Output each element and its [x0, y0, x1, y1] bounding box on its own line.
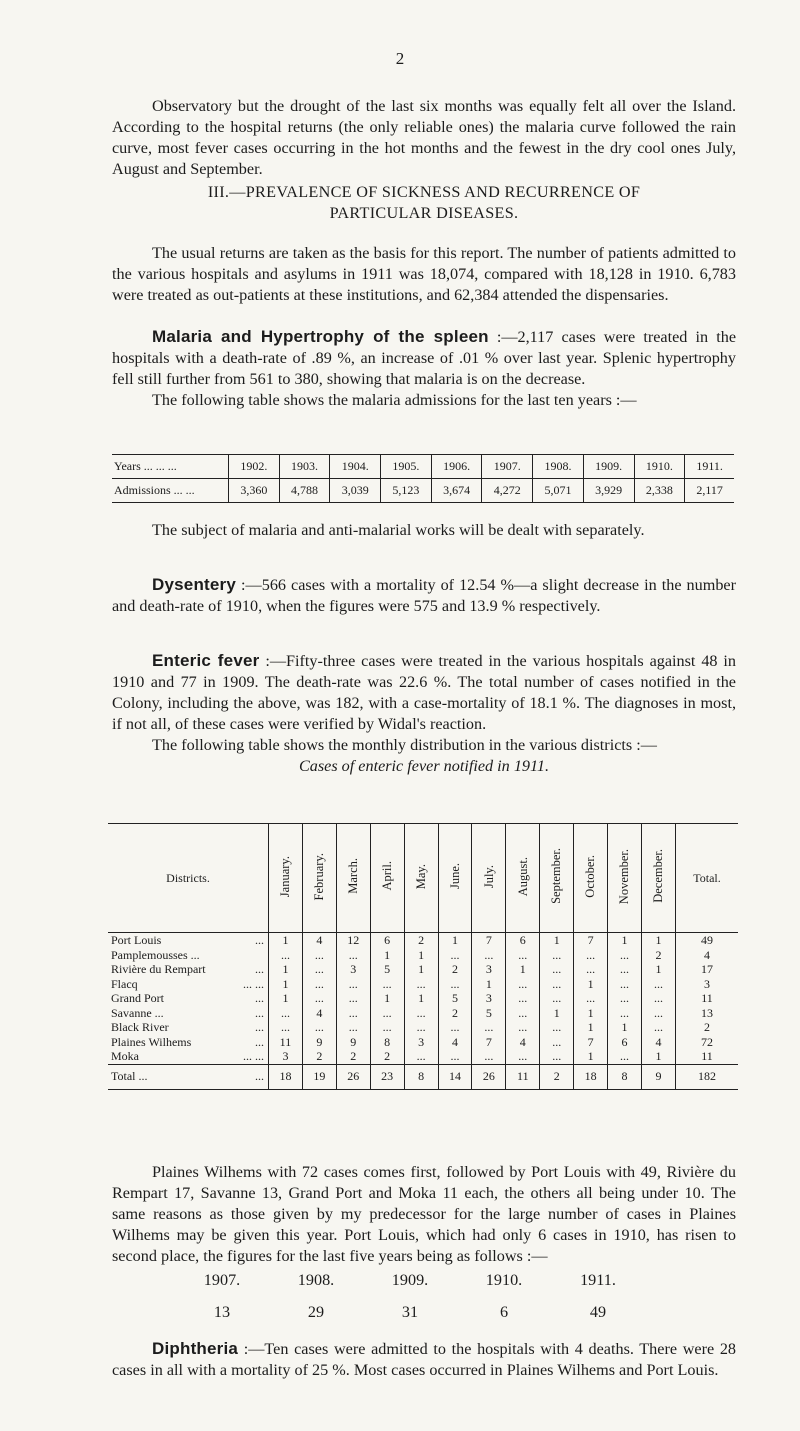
- month-cell: ...: [302, 991, 336, 1006]
- month-cell: 1: [506, 962, 540, 977]
- month-cell: ...: [540, 1020, 574, 1035]
- district-dots: ... ...: [243, 1049, 264, 1063]
- month-cell: 7: [472, 933, 506, 948]
- enteric-after-paragraph: Plaines Wilhems with 72 cases comes first, followed by Port Louis with 49, Rivière du Rempart 17, Savanne 13, Grand Port and Moka 11 each, the others all being under 10. The same reasons as those given by my predecessor for the large number of cases in Plaines Wilhems may be given this year. Port Louis, which had only 6 cases in 1910, has risen to second place, the figures for the last five years being as follows :—: [112, 1163, 736, 1265]
- month-cell: 3: [336, 962, 370, 977]
- district-total-cell: 72: [676, 1035, 739, 1050]
- enteric-district-row: [108, 977, 738, 992]
- district-name: Rivière du Rempart: [111, 962, 206, 976]
- month-header: April.: [370, 824, 404, 933]
- district-name: Plaines Wilhems: [111, 1034, 192, 1049]
- month-cell: 1: [574, 1006, 608, 1021]
- month-cell: ...: [302, 962, 336, 977]
- month-cell: ...: [302, 948, 336, 963]
- month-cell: 7: [574, 1035, 608, 1050]
- grand-total-cell: 182: [676, 1064, 739, 1089]
- month-cell: 5: [438, 991, 472, 1006]
- year-cell: 1902.: [229, 455, 280, 479]
- district-name: Savanne ...: [111, 1005, 164, 1020]
- month-cell: ...: [574, 991, 608, 1006]
- five-years-row: [200, 1270, 620, 1291]
- diphtheria-text: :—Ten cases were admitted to the hospitals with 4 deaths. There were 28 cases in all with a mortality of 25 %. Most cases occurred in Plaines Wilhems and Port Louis.: [112, 1340, 737, 1379]
- month-cell: ...: [641, 991, 675, 1006]
- month-header: October.: [574, 824, 608, 933]
- year-cell: 1904.: [330, 455, 381, 479]
- total-cell: 18: [269, 1064, 303, 1089]
- month-header: June.: [438, 824, 472, 933]
- admissions-cell: 4,272: [482, 479, 533, 503]
- district-name: Port Louis: [111, 933, 162, 947]
- malaria-admissions-table: [112, 454, 734, 503]
- five-year-counts-row: [200, 1302, 620, 1323]
- month-cell: ...: [370, 1020, 404, 1035]
- district-total-cell: 17: [676, 962, 739, 977]
- month-cell: 4: [506, 1035, 540, 1050]
- month-cell: 1: [540, 933, 574, 948]
- section-heading: [112, 182, 736, 224]
- month-cell: ...: [336, 991, 370, 1006]
- enteric-text: :—Fifty-three cases were treated in the various hospitals against 48 in 1910 and 77 in 1909. The death-rate was 22.6 %. The total number of cases notified in the Colony, including the above, was 182, with a case-mortality of 18.1 %. The diagnoses in most, if not all, of these cases were verified by Widal's reaction.: [112, 652, 736, 733]
- district-name: Black River: [111, 1020, 169, 1034]
- month-cell: 5: [370, 962, 404, 977]
- month-cell: ...: [438, 1020, 472, 1035]
- total-cell: 11: [506, 1064, 540, 1089]
- month-cell: ...: [608, 1006, 642, 1021]
- month-cell: 3: [472, 991, 506, 1006]
- month-cell: 9: [336, 1035, 370, 1050]
- enteric-header-row: [108, 824, 738, 933]
- month-header: August.: [506, 824, 540, 933]
- month-cell: 6: [608, 1035, 642, 1050]
- district-total-cell: 3: [676, 977, 739, 992]
- district-dots: ...: [255, 991, 264, 1005]
- total-cell: 18: [574, 1064, 608, 1089]
- month-cell: ...: [506, 948, 540, 963]
- month-cell: ...: [608, 948, 642, 963]
- month-cell: 2: [641, 948, 675, 963]
- enteric-title: Enteric fever: [152, 651, 260, 670]
- total-cell: 8: [404, 1064, 438, 1089]
- year-cell: 1908.: [533, 455, 584, 479]
- years-label: Years ... ... ...: [112, 455, 229, 479]
- month-cell: 1: [269, 933, 303, 948]
- month-cell: ...: [540, 1049, 574, 1064]
- admissions-cell: 2,338: [634, 479, 685, 503]
- years-row: [112, 455, 734, 479]
- month-cell: ...: [404, 977, 438, 992]
- malaria-table-intro: The following table shows the malaria admissions for the last ten years :—: [152, 391, 637, 409]
- admissions-cell: 3,039: [330, 479, 381, 503]
- district-name: Moka: [111, 1049, 139, 1063]
- month-cell: 1: [608, 933, 642, 948]
- month-cell: ...: [302, 977, 336, 992]
- dysentery-text: :—566 cases with a mortality of 12.54 %—a slight decrease in the number and death-rate of 1910, when the figures were 575 and 13.9 % respectively.: [112, 576, 736, 615]
- month-header: July.: [472, 824, 506, 933]
- section-heading-line1: III.—PREVALENCE OF SICKNESS AND RECURRENCE OF: [207, 183, 641, 201]
- month-cell: ...: [540, 977, 574, 992]
- month-cell: ...: [336, 948, 370, 963]
- enteric-fever-table: [108, 823, 738, 1090]
- month-cell: 1: [540, 1006, 574, 1021]
- district-name: Flacq: [111, 976, 138, 991]
- month-header: September.: [540, 824, 574, 933]
- intro-paragraph: Observatory but the drought of the last six months was equally felt all over the Island. According to the hospital returns (the only reliable ones) the malaria curve followed the rain curve, most fever cases occurring in the hot months and the fewest in the dry cool ones July, August and September.: [112, 97, 736, 178]
- month-cell: 1: [269, 977, 303, 992]
- month-cell: ...: [574, 948, 608, 963]
- month-cell: ...: [438, 948, 472, 963]
- month-cell: ...: [506, 1006, 540, 1021]
- admissions-cell: 3,360: [229, 479, 280, 503]
- malaria-paragraph: [112, 326, 736, 411]
- month-cell: 3: [269, 1049, 303, 1064]
- total-cell: 19: [302, 1064, 336, 1089]
- month-cell: 6: [506, 933, 540, 948]
- month-cell: ...: [404, 1049, 438, 1064]
- enteric-total-row: [108, 1064, 738, 1089]
- month-cell: ...: [404, 1020, 438, 1035]
- month-cell: 1: [404, 962, 438, 977]
- month-cell: ...: [540, 948, 574, 963]
- month-header: February.: [302, 824, 336, 933]
- month-cell: 7: [472, 1035, 506, 1050]
- month-header: November.: [608, 824, 642, 933]
- month-cell: 7: [574, 933, 608, 948]
- month-cell: ...: [608, 962, 642, 977]
- month-cell: ...: [608, 991, 642, 1006]
- diphtheria-title: Diphtheria: [152, 1339, 239, 1358]
- month-cell: 1: [269, 962, 303, 977]
- month-cell: 1: [472, 977, 506, 992]
- month-cell: 11: [269, 1035, 303, 1050]
- admissions-label: Admissions ... ...: [112, 479, 229, 503]
- enteric-district-row: [108, 1049, 738, 1064]
- total-cell: 23: [370, 1064, 404, 1089]
- month-cell: ...: [540, 991, 574, 1006]
- year-cell: 1907.: [482, 455, 533, 479]
- month-cell: ...: [336, 977, 370, 992]
- month-cell: 2: [438, 1006, 472, 1021]
- month-cell: 5: [472, 1006, 506, 1021]
- month-cell: 1: [370, 991, 404, 1006]
- month-cell: ...: [506, 977, 540, 992]
- diphtheria-paragraph: [112, 1338, 736, 1381]
- month-cell: 2: [302, 1049, 336, 1064]
- malaria-text: :—2,117 cases were treated in the hospitals with a death-rate of .89 %, an increase of .01 % over last year. Splenic hypertrophy fell still further from 561 to 380, showing that malaria is on the decrease.: [112, 328, 737, 388]
- month-cell: ...: [608, 1049, 642, 1064]
- month-cell: 1: [574, 1049, 608, 1064]
- month-cell: 1: [608, 1020, 642, 1035]
- month-cell: ...: [404, 1006, 438, 1021]
- total-cell: 9: [641, 1064, 675, 1089]
- district-dots: ...: [255, 962, 264, 976]
- month-cell: 4: [302, 1006, 336, 1021]
- month-cell: ...: [641, 1006, 675, 1021]
- five-year-label: 1910.: [485, 1271, 523, 1289]
- five-year-count: 31: [401, 1303, 419, 1321]
- total-header: Total.: [676, 824, 739, 933]
- dysentery-title: Dysentery: [152, 575, 237, 594]
- total-row-label: Total ...: [111, 1069, 148, 1084]
- enteric-paragraph: [112, 650, 736, 777]
- section-heading-line2: PARTICULAR DISEASES.: [329, 204, 519, 222]
- month-cell: 1: [404, 991, 438, 1006]
- month-cell: 4: [302, 933, 336, 948]
- district-name: Pamplemousses ...: [111, 947, 200, 962]
- month-cell: 9: [302, 1035, 336, 1050]
- month-cell: ...: [540, 962, 574, 977]
- five-year-label: 1907.: [203, 1271, 241, 1289]
- district-total-cell: 49: [676, 933, 739, 948]
- total-cell: 26: [336, 1064, 370, 1089]
- month-cell: ...: [608, 977, 642, 992]
- month-cell: ...: [540, 1035, 574, 1050]
- district-total-cell: 4: [676, 948, 739, 963]
- year-cell: 1910.: [634, 455, 685, 479]
- month-cell: ...: [506, 1049, 540, 1064]
- admissions-row: [112, 479, 734, 503]
- year-cell: 1911.: [685, 455, 734, 479]
- month-cell: ...: [438, 1049, 472, 1064]
- page-number: 2: [395, 49, 405, 68]
- month-cell: 1: [641, 933, 675, 948]
- total-cell: 26: [472, 1064, 506, 1089]
- five-year-count: 29: [307, 1303, 325, 1321]
- year-cell: 1909.: [583, 455, 634, 479]
- five-year-label: 1909.: [391, 1271, 429, 1289]
- enteric-district-row: [108, 933, 738, 948]
- month-cell: 1: [269, 991, 303, 1006]
- month-cell: 1: [438, 933, 472, 948]
- month-header: May.: [404, 824, 438, 933]
- five-year-count: 6: [499, 1303, 509, 1321]
- district-dots: ...: [255, 1020, 264, 1034]
- month-cell: ...: [269, 1020, 303, 1035]
- dysentery-paragraph: [112, 574, 736, 617]
- enteric-district-row: [108, 1035, 738, 1050]
- district-dots: ...: [255, 933, 264, 947]
- month-cell: 1: [641, 1049, 675, 1064]
- month-cell: ...: [472, 1020, 506, 1035]
- month-cell: 8: [370, 1035, 404, 1050]
- district-dots: ...: [255, 1034, 264, 1049]
- month-cell: ...: [269, 948, 303, 963]
- month-header: January.: [269, 824, 303, 933]
- month-cell: ...: [472, 1049, 506, 1064]
- month-header: March.: [336, 824, 370, 933]
- returns-paragraph: The usual returns are taken as the basis for this report. The number of patients admitted to the various hospitals and asylums in 1911 was 18,074, compared with 18,128 in 1910. 6,783 were treated as out-patients at these institutions, and 62,384 attended the dispensaries.: [112, 244, 736, 304]
- malaria-title: Malaria and Hypertrophy of the spleen: [152, 327, 489, 346]
- month-cell: ...: [336, 1006, 370, 1021]
- month-cell: ...: [269, 1006, 303, 1021]
- month-cell: 2: [438, 962, 472, 977]
- enteric-district-row: [108, 962, 738, 977]
- enteric-table-caption: Cases of enteric fever notified in 1911.: [298, 757, 550, 775]
- month-cell: ...: [438, 977, 472, 992]
- admissions-cell: 3,929: [583, 479, 634, 503]
- admissions-cell: 3,674: [431, 479, 482, 503]
- five-year-count: 49: [589, 1303, 607, 1321]
- month-cell: 12: [336, 933, 370, 948]
- month-cell: 1: [370, 948, 404, 963]
- districts-header: Districts.: [108, 824, 269, 933]
- month-cell: 1: [404, 948, 438, 963]
- month-cell: 3: [404, 1035, 438, 1050]
- month-cell: 4: [641, 1035, 675, 1050]
- total-cell: 8: [608, 1064, 642, 1089]
- enteric-district-row: [108, 991, 738, 1006]
- month-cell: ...: [336, 1020, 370, 1035]
- total-cell: 2: [540, 1064, 574, 1089]
- month-cell: 1: [574, 977, 608, 992]
- enteric-body: [108, 933, 738, 1065]
- enteric-table-intro: The following table shows the monthly distribution in the various districts :—: [152, 736, 657, 754]
- month-cell: ...: [574, 962, 608, 977]
- five-year-count: 13: [213, 1303, 231, 1321]
- year-cell: 1905.: [381, 455, 432, 479]
- year-cell: 1903.: [279, 455, 330, 479]
- total-row-dots: ...: [255, 1069, 264, 1084]
- month-cell: ...: [641, 977, 675, 992]
- district-dots: ... ...: [243, 976, 264, 991]
- admissions-cell: 2,117: [685, 479, 734, 503]
- district-total-cell: 2: [676, 1020, 739, 1035]
- enteric-district-row: [108, 1006, 738, 1021]
- month-cell: ...: [472, 948, 506, 963]
- month-cell: ...: [370, 977, 404, 992]
- district-dots: ...: [255, 1005, 264, 1020]
- month-cell: 4: [438, 1035, 472, 1050]
- year-cell: 1906.: [431, 455, 482, 479]
- district-total-cell: 11: [676, 991, 739, 1006]
- month-cell: 6: [370, 933, 404, 948]
- month-cell: ...: [370, 1006, 404, 1021]
- month-cell: ...: [302, 1020, 336, 1035]
- admissions-cell: 5,123: [381, 479, 432, 503]
- month-cell: 1: [574, 1020, 608, 1035]
- month-cell: ...: [506, 1020, 540, 1035]
- enteric-district-row: [108, 1020, 738, 1035]
- month-cell: ...: [506, 991, 540, 1006]
- district-total-cell: 11: [676, 1049, 739, 1064]
- month-header: December.: [641, 824, 675, 933]
- district-total-cell: 13: [676, 1006, 739, 1021]
- admissions-cell: 4,788: [279, 479, 330, 503]
- five-year-label: 1911.: [580, 1271, 616, 1289]
- admissions-cell: 5,071: [533, 479, 584, 503]
- month-cell: 1: [641, 962, 675, 977]
- month-cell: 2: [370, 1049, 404, 1064]
- month-cell: ...: [641, 1020, 675, 1035]
- month-cell: 2: [404, 933, 438, 948]
- month-cell: 3: [472, 962, 506, 977]
- district-name: Grand Port: [111, 991, 164, 1005]
- total-cell: 14: [438, 1064, 472, 1089]
- month-cell: 2: [336, 1049, 370, 1064]
- malaria-after-paragraph: The subject of malaria and anti-malarial works will be dealt with separately.: [152, 521, 645, 539]
- enteric-district-row: [108, 948, 738, 963]
- five-year-label: 1908.: [297, 1271, 335, 1289]
